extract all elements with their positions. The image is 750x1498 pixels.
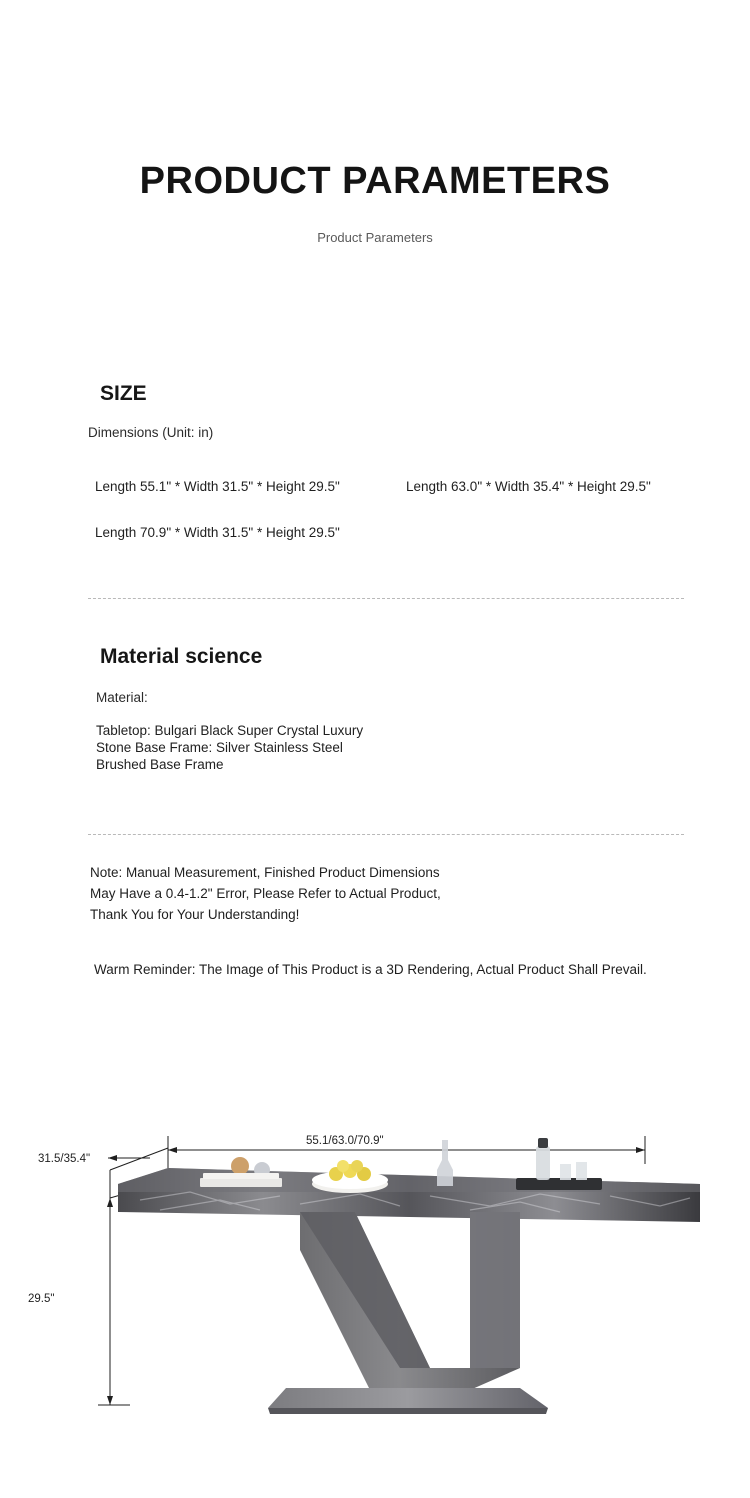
length-label: 55.1/63.0/70.9": [306, 1135, 384, 1147]
page-subtitle: Product Parameters: [317, 230, 433, 245]
serving-tray: [516, 1178, 602, 1190]
material-section-heading: Material science: [100, 645, 263, 668]
size-section-heading: SIZE: [100, 382, 147, 405]
width-label: 31.5/35.4": [38, 1153, 91, 1165]
decor-sphere: [231, 1157, 249, 1175]
divider-size-material: [88, 598, 684, 599]
dimensions-unit-label: Dimensions (Unit: in): [88, 425, 214, 440]
book-stack: [200, 1178, 282, 1187]
size-option-3: Length 70.9" * Width 31.5" * Height 29.5": [95, 525, 340, 540]
measurement-note: Note: Manual Measurement, Finished Product Dimensions May Have a 0.4-1.2" Error, Please Refer to Actual Product, Thank You for Your Understanding!: [90, 865, 441, 922]
base-right-leg: [470, 1212, 520, 1368]
product-dimension-diagram: [0, 1100, 750, 1460]
base-foot-edge: [268, 1408, 548, 1414]
vase: [437, 1140, 453, 1186]
bottle: [536, 1146, 550, 1180]
size-option-1: Length 55.1" * Width 31.5" * Height 29.5": [95, 479, 340, 494]
height-dimension-line: [98, 1198, 130, 1405]
material-label: Material:: [96, 690, 148, 705]
size-option-2: Length 63.0" * Width 35.4" * Height 29.5": [406, 479, 651, 494]
divider-material-note: [88, 834, 684, 835]
glass: [560, 1164, 571, 1180]
page-title: PRODUCT PARAMETERS: [139, 160, 611, 202]
fruit: [351, 1160, 363, 1172]
warm-reminder: Warm Reminder: The Image of This Product is a 3D Rendering, Actual Product Shall Prevail.: [94, 962, 647, 977]
fruit: [337, 1160, 349, 1172]
height-label: 29.5": [28, 1293, 55, 1305]
base-foot: [268, 1388, 548, 1408]
glass: [576, 1162, 587, 1180]
material-details: Tabletop: Bulgari Black Super Crystal Luxury Stone Base Frame: Silver Stainless Steel Brushed Base Frame: [96, 723, 364, 772]
